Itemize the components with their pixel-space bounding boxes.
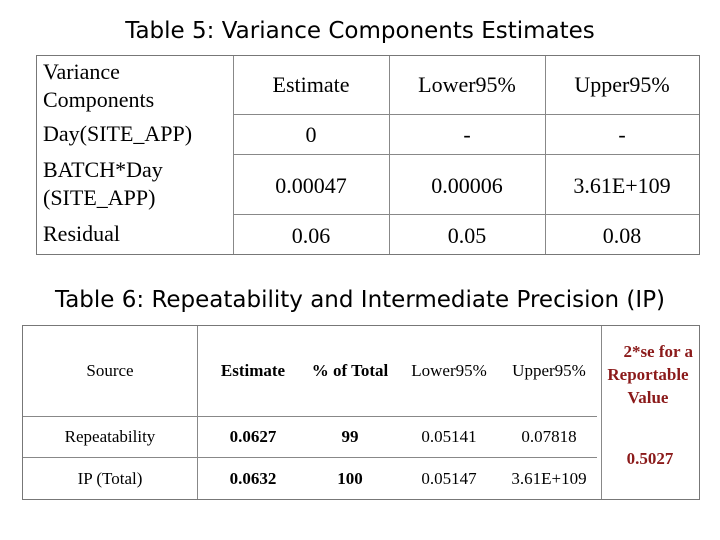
column-divider (389, 56, 390, 254)
row-batch-day-label (43, 156, 233, 212)
row-day-site-app-lower: - (463, 122, 471, 147)
header-upper95: Upper95% (512, 361, 586, 380)
column-divider (233, 56, 234, 254)
header-variance-components-line2: Components (43, 87, 155, 112)
table5-title: Table 5: Variance Components Estimates (125, 18, 595, 44)
row-divider (23, 457, 597, 458)
repeatability-precision-table (22, 325, 700, 500)
row-day-site-app-upper: - (618, 122, 626, 147)
header-lower95: Lower95% (418, 72, 516, 97)
row-repeatability-source: Repeatability (64, 427, 156, 446)
header-upper95: Upper95% (574, 72, 670, 97)
row-ip-total-lower: 0.05147 (421, 469, 477, 488)
row-residual-estimate: 0.06 (291, 223, 331, 248)
row-residual-label: Residual (43, 221, 120, 246)
row-residual-lower: 0.05 (447, 223, 487, 248)
variance-components-table (36, 55, 700, 255)
row-divider (23, 416, 597, 417)
row-batch-day-label-line1: BATCH*Day (43, 157, 163, 182)
header-reportable-line2: Reportable (607, 364, 689, 384)
row-ip-total-estimate: 0.0632 (229, 469, 277, 488)
header-estimate: Estimate (220, 361, 286, 380)
row-batch-day-lower: 0.00006 (431, 173, 503, 198)
header-reportable-line1: 2*se for a (623, 341, 693, 361)
column-divider (601, 326, 602, 499)
row-repeatability-estimate: 0.0627 (229, 427, 277, 446)
header-lower95: Lower95% (411, 361, 487, 380)
row-batch-day-upper: 3.61E+109 (573, 173, 671, 198)
row-residual-upper: 0.08 (602, 223, 642, 248)
row-repeatability-upper: 0.07818 (521, 427, 577, 446)
header-variance-components-line1: Variance (43, 59, 120, 84)
header-estimate: Estimate (272, 72, 350, 97)
row-ip-total-pct-total: 100 (337, 469, 363, 488)
row-repeatability-lower: 0.05141 (421, 427, 477, 446)
row-day-site-app-estimate: 0 (305, 122, 317, 147)
row-repeatability-pct-total: 99 (341, 427, 359, 446)
row-ip-total-upper: 3.61E+109 (511, 469, 587, 488)
header-pct-total: % of Total (311, 361, 389, 380)
row-day-site-app-label: Day(SITE_APP) (43, 121, 193, 146)
row-divider (233, 214, 699, 215)
header-reportable-value (597, 338, 699, 410)
row-divider (233, 114, 699, 115)
row-divider (233, 154, 699, 155)
row-ip-total-source: IP (Total) (77, 469, 143, 488)
row-batch-day-label-line2: (SITE_APP) (43, 185, 156, 210)
row-batch-day-estimate: 0.00047 (275, 173, 347, 198)
header-reportable-line3: Value (627, 387, 669, 407)
reportable-value: 0.5027 (626, 449, 674, 468)
column-divider (545, 56, 546, 254)
header-source: Source (86, 361, 134, 380)
table6-title: Table 6: Repeatability and Intermediate Precision (IP) (54, 287, 666, 313)
header-variance-components (43, 58, 233, 114)
column-divider (197, 326, 198, 499)
